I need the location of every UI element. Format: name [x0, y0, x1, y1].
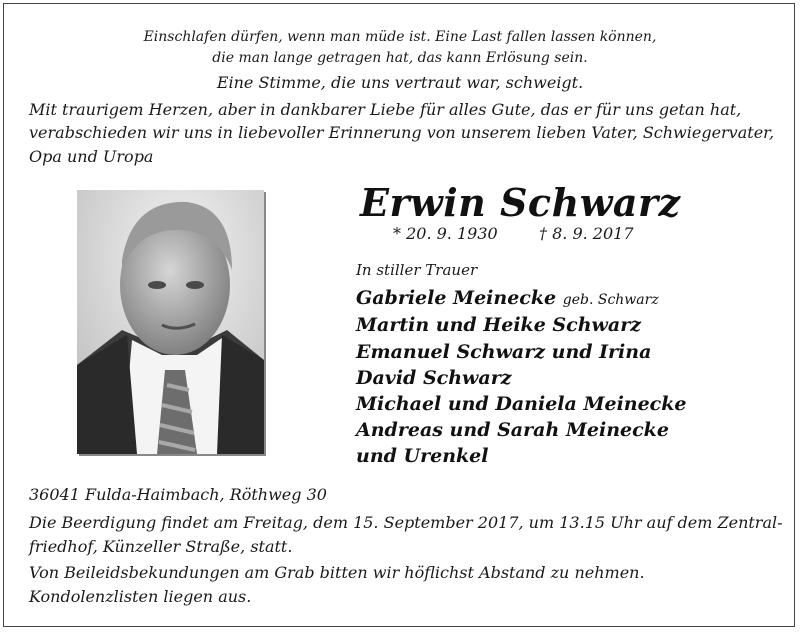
poem-line-3: Eine Stimme, die uns vertraut war, schweigt.	[216, 73, 584, 92]
mourner-name: Martin und Heike Schwarz	[356, 314, 641, 336]
birth-date: * 20. 9. 1930	[393, 224, 498, 243]
poem-line-2: die man lange getragen hat, das kann Erlösung sein.	[212, 50, 588, 66]
condolence-line-1: Von Beileidsbekundungen am Grab bitten wir höflichst Abstand zu nehmen.	[29, 563, 645, 582]
mourner-name: Gabriele Meinecke	[356, 287, 557, 309]
funeral-line-1: Die Beerdigung findet am Freitag, dem 15. September 2017, um 13.15 Uhr auf dem Zentral-	[29, 513, 783, 532]
mourner-name: Michael und Daniela Meinecke	[356, 393, 687, 415]
condolence-line-2: Kondolenzlisten liegen aus.	[29, 587, 252, 606]
mourner-note: geb. Schwarz	[562, 292, 659, 308]
deceased-name: Erwin Schwarz	[360, 180, 681, 225]
mourner-name: David Schwarz	[356, 367, 512, 389]
poem-line-1: Einschlafen dürfen, wenn man müde ist. Eine Last fallen lassen können,	[143, 29, 657, 45]
intro-line-3: Opa und Uropa	[29, 147, 154, 166]
mourner-entry	[356, 287, 659, 309]
mourning-heading: In stiller Trauer	[356, 261, 478, 279]
address: 36041 Fulda-Haimbach, Röthweg 30	[29, 485, 327, 504]
mourner-name: Andreas und Sarah Meinecke	[356, 419, 669, 441]
intro-line-2: verabschieden wir uns in liebevoller Erinnerung von unserem lieben Vater, Schwiegervater,	[29, 123, 775, 142]
mourner-name: und Urenkel	[356, 445, 489, 467]
portrait-photo	[77, 190, 264, 454]
death-date: † 8. 9. 2017	[539, 224, 634, 243]
mourner-name: Emanuel Schwarz und Irina	[356, 341, 652, 363]
funeral-line-2: friedhof, Künzeller Straße, statt.	[29, 537, 293, 556]
intro-line-1: Mit traurigem Herzen, aber in dankbarer Liebe für alles Gute, das er für uns getan hat,	[29, 100, 742, 119]
